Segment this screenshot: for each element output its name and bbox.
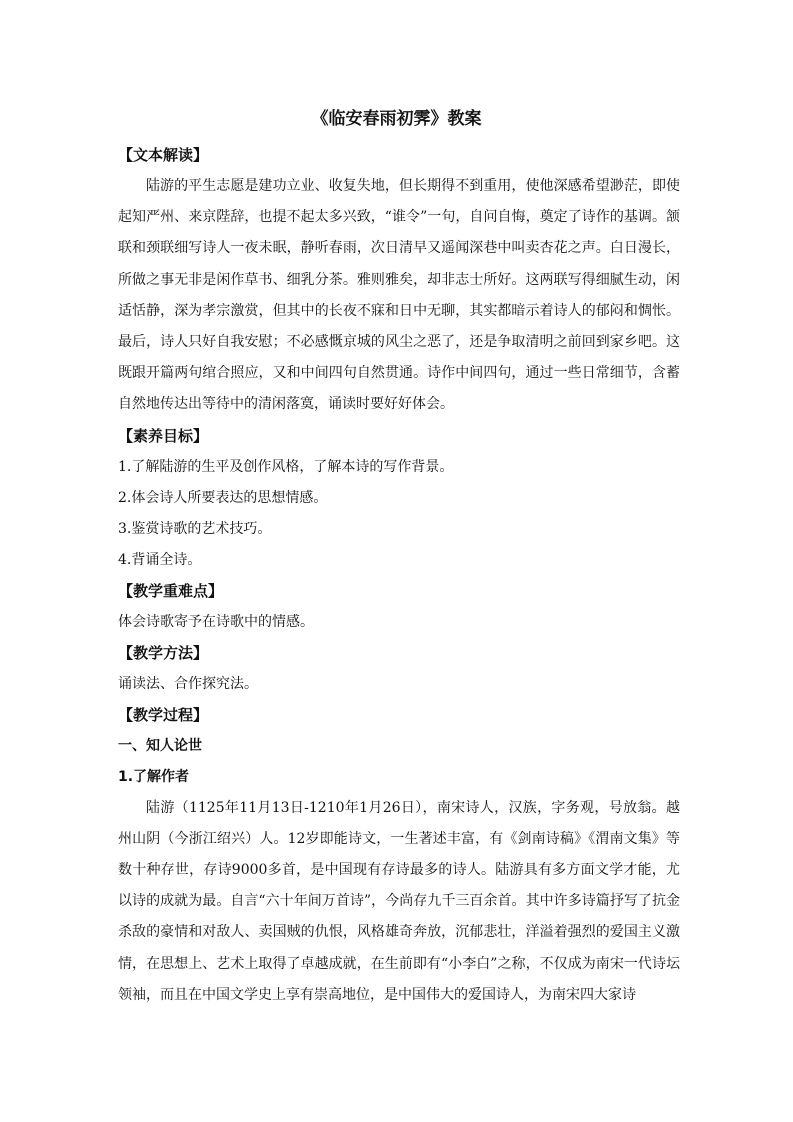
key-points-text: 体会诗歌寄予在诗歌中的情感。 (118, 613, 314, 630)
page-title: 《临安春雨初霁》教案 (311, 109, 482, 129)
section-heading-process: 【教学过程】 (118, 705, 209, 724)
section-heading-goals: 【素养目标】 (118, 426, 209, 445)
methods-text: 诵读法、合作探究法。 (118, 675, 258, 692)
process-item-title: 1.了解作者 (118, 768, 190, 785)
section-heading-interpretation: 【文本解读】 (118, 146, 209, 164)
process-subheading: 一、知人论世 (118, 737, 202, 754)
goal-item: 1.了解陆游的生平及创作风格，了解本诗的写作背景。 (118, 458, 454, 475)
interpretation-paragraph: 陆游的平生志愿是建功立业、收复失地，但长期得不到重用，使他深感希望渺茫，即使起知严州、来京陛辞，也提不起太多兴致，“谁令”一句，自问自悔，奠定了诗作的基调。颔联和颈联细写诗人一夜未眠，静听春雨，次日清早又遥闻深巷中叫卖杏花之声。白日漫长，所做之事无非是闲作草书、细乳分茶。雅则雅矣，却非志士所好。这两联写得细腻生动，闲适恬静，深为孝宗激赏，但其中的长夜不寐和日中无聊，其实都暗示着诗人的郁闷和惆怅。最后，诗人只好自我安慰；不必感慨京城的风尘之恶了，还是争取清明之前回到家乡吧。这既跟开篇两句绾合照应，又和中间四句自然贯通。诗作中间四句，通过一些日常细节，含蓄自然地传达出等待中的清闲落寞，诵读时要好好体会。 (118, 178, 680, 413)
goal-item: 3.鉴赏诗歌的艺术技巧。 (118, 520, 272, 537)
section-heading-methods: 【教学方法】 (118, 643, 209, 662)
goal-item: 2.体会诗人所要表达的思想情感。 (118, 489, 328, 506)
goal-item: 4.背诵全诗。 (118, 551, 202, 568)
document-body (118, 140, 680, 1011)
section-heading-key-points: 【教学重难点】 (118, 581, 224, 600)
author-paragraph: 陆游（1125年11月13日-1210年1月26日），南宋诗人，汉族，字务观，号放翁。越州山阴（今浙江绍兴）人。12岁即能诗文，一生著述丰富，有《剑南诗稿》《渭南文集》等数十种存世，存诗9000多首，是中国现有存诗最多的诗人。陆游具有多方面文学才能，尤以诗的成就为最。自言“六十年间万首诗”，今尚存九千三百余首。其中许多诗篇抒写了抗金杀敌的豪情和对敌人、卖国贼的仇恨，风格雄奇奔放，沉郁悲壮，洋溢着强烈的爱国主义激情，在思想上、艺术上取得了卓越成就，在生前即有“小李白”之称，不仅成为南宋一代诗坛领袖，而且在中国文学史上享有崇高地位，是中国伟大的爱国诗人，为南宋四大家诗 (118, 799, 680, 1003)
